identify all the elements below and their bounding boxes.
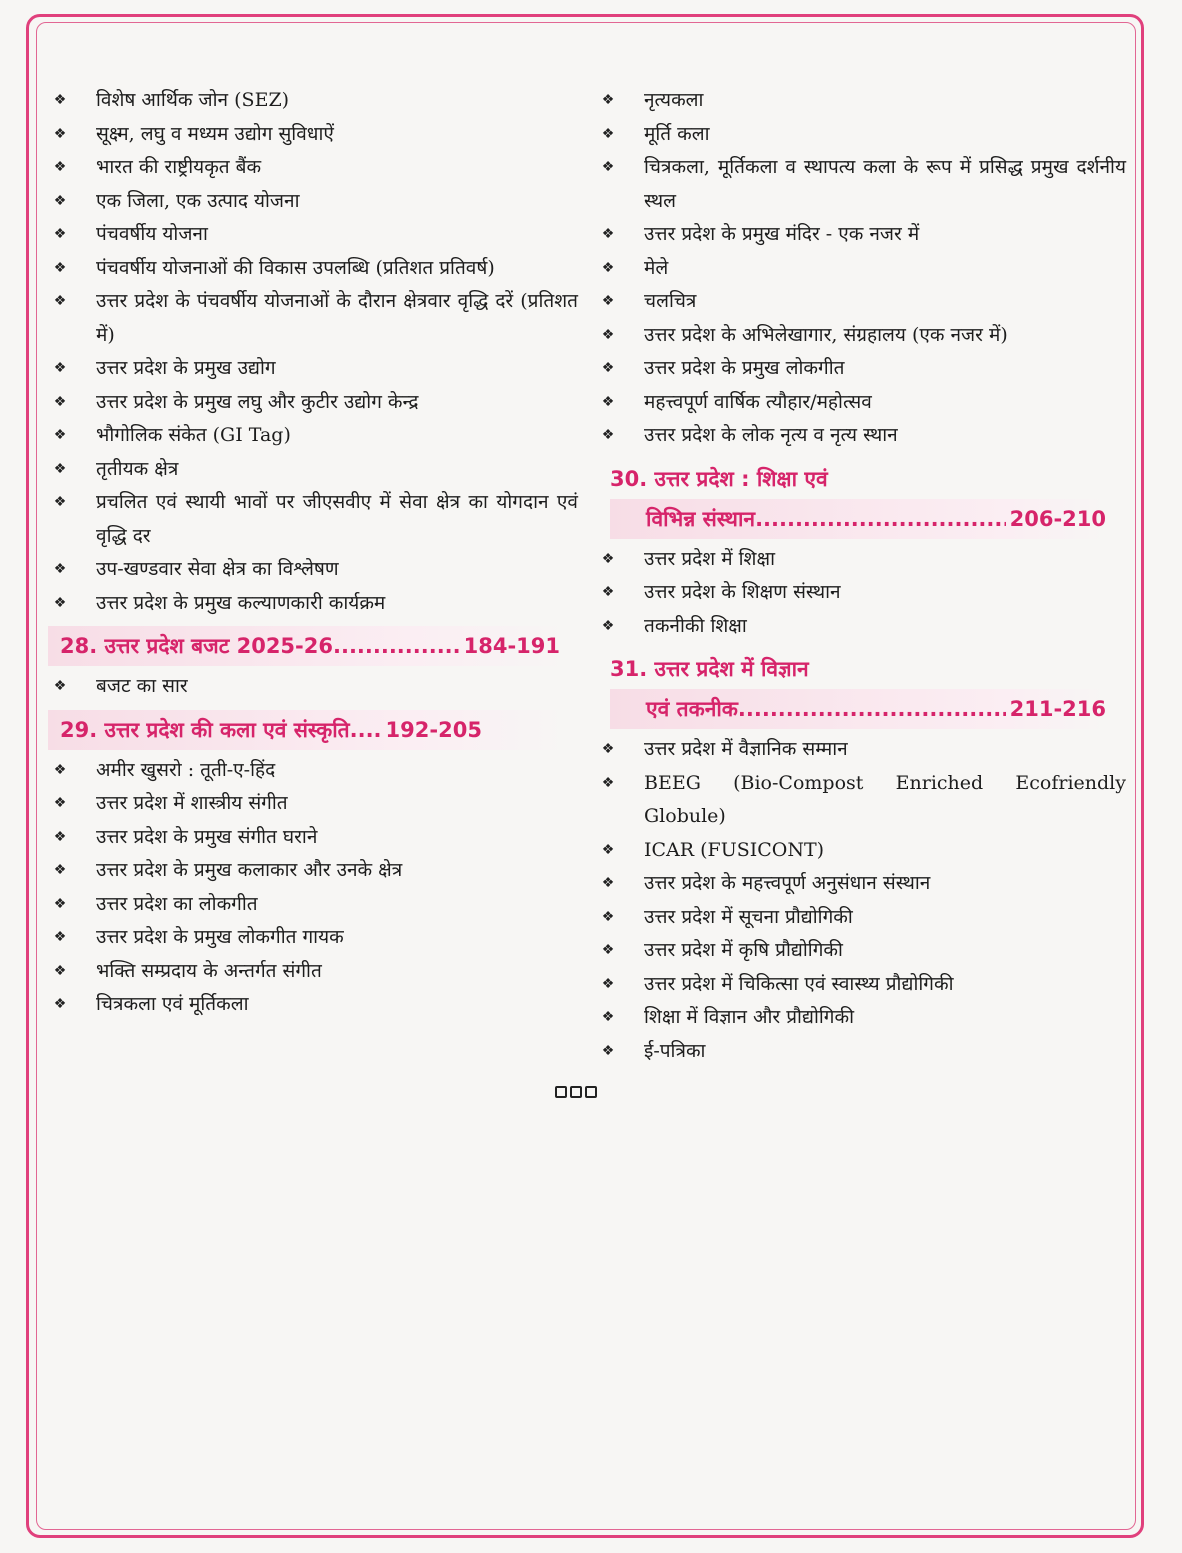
diamond-bullet-icon: ❖: [601, 942, 615, 958]
diamond-bullet-icon: ❖: [601, 741, 615, 757]
list-item[interactable]: [48, 386, 578, 420]
diamond-bullet-icon: ❖: [601, 259, 615, 276]
diamond-bullet-icon: ❖: [53, 795, 67, 811]
list-item[interactable]: [596, 218, 1126, 252]
topic-list: [596, 84, 1126, 453]
list-item[interactable]: [596, 151, 1126, 218]
diamond-bullet-icon: ❖: [601, 360, 615, 376]
list-item[interactable]: [48, 888, 578, 922]
list-item[interactable]: [596, 576, 1126, 610]
page-range: 184-191: [463, 634, 560, 658]
list-item[interactable]: [48, 352, 578, 386]
topic-list: [48, 84, 578, 620]
list-item-text: विशेष आर्थिक जोन (SEZ): [96, 89, 290, 111]
list-item-text: ICAR (FUSICONT): [644, 838, 825, 861]
list-item-text: शिक्षा में विज्ञान और प्रौद्योगिकी: [644, 1006, 854, 1028]
diamond-bullet-icon: ❖: [53, 929, 67, 945]
list-item-text: पंचवर्षीय योजना: [96, 223, 208, 245]
list-item[interactable]: [596, 834, 1126, 868]
list-item-text: प्रचलित एवं स्थायी भावों पर जीएसवीए में सेवा क्षेत्र का योगदान एवं वृद्धि दर: [96, 491, 578, 547]
list-item-text: उत्तर प्रदेश में शास्त्रीय संगीत: [96, 792, 288, 814]
list-item-text: उत्तर प्रदेश के प्रमुख उद्योग: [96, 357, 276, 379]
section-heading-28[interactable]: [48, 626, 568, 666]
diamond-bullet-icon: ❖: [53, 92, 67, 108]
diamond-bullet-icon: ❖: [601, 1009, 615, 1025]
list-item[interactable]: [596, 386, 1126, 420]
list-item-text: ई-पत्रिका: [644, 1039, 706, 1062]
list-item[interactable]: [596, 968, 1126, 1002]
list-item[interactable]: [48, 151, 578, 185]
topic-list: [596, 733, 1126, 1068]
diamond-bullet-icon: ❖: [53, 293, 67, 309]
left-column: [48, 84, 578, 1022]
section-heading-30[interactable]: [596, 459, 1126, 539]
page-range: 206-210: [1009, 506, 1106, 531]
leader-dots: [755, 499, 1006, 539]
list-item[interactable]: [596, 352, 1126, 386]
diamond-bullet-icon: ❖: [53, 192, 67, 209]
list-item-text: उत्तर प्रदेश के प्रमुख लोकगीत: [644, 357, 845, 379]
page-range: 211-216: [1009, 697, 1106, 721]
list-item-text: उत्तर प्रदेश के पंचवर्षीय योजनाओं के दौरान क्षेत्रवार वृद्धि दरें (प्रतिशत में): [96, 290, 578, 346]
diamond-bullet-icon: ❖: [53, 125, 67, 142]
list-item-text: नृत्यकला: [644, 89, 704, 111]
leader-dots: ....: [349, 717, 382, 742]
list-item[interactable]: [48, 419, 578, 453]
diamond-bullet-icon: ❖: [53, 895, 67, 912]
diamond-bullet-icon: ❖: [53, 561, 67, 577]
diamond-bullet-icon: ❖: [601, 1042, 615, 1059]
page-range: 192-205: [385, 717, 482, 742]
list-item-text: उत्तर प्रदेश के प्रमुख कलाकार और उनके क्षेत्र: [96, 859, 403, 881]
list-item-text: उत्तर प्रदेश में कृषि प्रौद्योगिकी: [644, 939, 843, 961]
list-item[interactable]: [48, 955, 578, 989]
list-item-text: उत्तर प्रदेश में चिकित्सा एवं स्वास्थ्य प्रौद्योगिकी: [644, 972, 954, 995]
list-item-text: उत्तर प्रदेश का लोकगीत: [96, 892, 258, 915]
diamond-bullet-icon: ❖: [53, 427, 67, 443]
list-item[interactable]: [596, 1035, 1126, 1069]
list-item[interactable]: [596, 767, 1126, 834]
list-item-text: मूर्ति कला: [644, 122, 710, 145]
list-item[interactable]: [596, 319, 1126, 353]
section-title-line2: एवं तकनीक: [646, 697, 738, 721]
list-item-text: चलचित्र: [644, 290, 697, 312]
list-item[interactable]: [48, 921, 578, 955]
topic-list: [48, 670, 578, 704]
diamond-bullet-icon: ❖: [53, 159, 67, 175]
list-item[interactable]: [48, 185, 578, 219]
list-item[interactable]: [596, 610, 1126, 644]
list-item[interactable]: [48, 553, 578, 587]
diamond-bullet-icon: ❖: [601, 875, 615, 891]
list-item[interactable]: [48, 218, 578, 252]
list-item-text: चित्रकला एवं मूर्तिकला: [96, 993, 249, 1015]
section-title: 28. उत्तर प्रदेश बजट 2025-26: [60, 634, 333, 658]
section-heading-31[interactable]: [596, 649, 1126, 729]
list-item[interactable]: [596, 252, 1126, 286]
diamond-bullet-icon: ❖: [601, 550, 615, 567]
diamond-bullet-icon: ❖: [53, 259, 67, 276]
list-item-text: उत्तर प्रदेश के प्रमुख मंदिर - एक नजर में: [644, 223, 920, 245]
list-item[interactable]: [48, 988, 578, 1022]
list-item[interactable]: [48, 285, 578, 352]
diamond-bullet-icon: ❖: [53, 393, 67, 410]
list-item-text: बजट का सार: [96, 675, 188, 697]
list-item-text: उत्तर प्रदेश के अभिलेखागार, संग्रहालय (एक नजर में): [644, 323, 1008, 346]
list-item-text: महत्त्वपूर्ण वार्षिक त्यौहार/महोत्सव: [644, 390, 872, 413]
list-item-text: भौगोलिक संकेत (GI Tag): [96, 424, 291, 446]
list-item[interactable]: [48, 84, 578, 118]
box-icon: [555, 1086, 567, 1098]
list-item-text: उत्तर प्रदेश में वैज्ञानिक सम्मान: [644, 738, 848, 760]
diamond-bullet-icon: ❖: [601, 293, 615, 309]
list-item[interactable]: [596, 84, 1126, 118]
diamond-bullet-icon: ❖: [601, 617, 615, 634]
list-item[interactable]: [596, 867, 1126, 901]
diamond-bullet-icon: ❖: [53, 962, 67, 979]
box-icon: [570, 1086, 582, 1098]
diamond-bullet-icon: ❖: [601, 226, 615, 242]
list-item[interactable]: [596, 543, 1126, 577]
list-item-text: तकनीकी शिक्षा: [644, 614, 747, 637]
list-item-text: भारत की राष्ट्रीयकृत बैंक: [96, 156, 262, 178]
list-item-text: अमीर खुसरो : तूती-ए-हिंद: [96, 758, 276, 781]
diamond-bullet-icon: ❖: [601, 427, 615, 443]
list-item-text: उत्तर प्रदेश के प्रमुख कल्याणकारी कार्यक्रम: [96, 591, 386, 614]
list-item[interactable]: [48, 587, 578, 621]
list-item[interactable]: [596, 285, 1126, 319]
diamond-bullet-icon: ❖: [53, 761, 67, 778]
section-heading-29[interactable]: [48, 710, 568, 750]
list-item-text: उत्तर प्रदेश के प्रमुख लोकगीत गायक: [96, 926, 344, 948]
diamond-bullet-icon: ❖: [601, 326, 615, 343]
list-item[interactable]: [48, 787, 578, 821]
section-title-line2: विभिन्न संस्थान: [646, 506, 756, 531]
list-item-text: तृतीयक क्षेत्र: [96, 457, 179, 480]
list-item-text: उत्तर प्रदेश के प्रमुख लघु और कुटीर उद्योग केन्द्र: [96, 390, 419, 413]
diamond-bullet-icon: ❖: [601, 92, 615, 108]
right-column: [596, 84, 1126, 1068]
list-item-text: एक जिला, एक उत्पाद योजना: [96, 189, 300, 212]
list-item[interactable]: [596, 934, 1126, 968]
diamond-bullet-icon: ❖: [53, 360, 67, 376]
list-item[interactable]: [48, 754, 578, 788]
diamond-bullet-icon: ❖: [601, 393, 615, 410]
list-item-text: उत्तर प्रदेश में सूचना प्रौद्योगिकी: [644, 905, 853, 928]
list-item-text: BEEG (Bio-Compost Enriched Ecofriendly Globule): [644, 771, 1126, 827]
section-title: 29. उत्तर प्रदेश की कला एवं संस्कृति: [60, 717, 350, 742]
diamond-bullet-icon: ❖: [601, 908, 615, 925]
list-item[interactable]: [48, 453, 578, 487]
topic-list: [596, 543, 1126, 644]
diamond-bullet-icon: ❖: [601, 841, 615, 858]
list-item[interactable]: [48, 252, 578, 286]
list-item[interactable]: [596, 1001, 1126, 1035]
diamond-bullet-icon: ❖: [53, 226, 67, 242]
diamond-bullet-icon: ❖: [53, 862, 67, 878]
topic-list: [48, 754, 578, 1022]
list-item[interactable]: [596, 733, 1126, 767]
diamond-bullet-icon: ❖: [601, 584, 615, 600]
list-item-text: उत्तर प्रदेश के प्रमुख संगीत घराने: [96, 825, 318, 848]
leader-dots: [738, 689, 1006, 729]
diamond-bullet-icon: ❖: [53, 678, 67, 694]
list-item-text: उत्तर प्रदेश के शिक्षण संस्थान: [644, 581, 841, 603]
list-item-text: चित्रकला, मूर्तिकला व स्थापत्य कला के रूप में प्रसिद्ध प्रमुख दर्शनीय स्थल: [644, 156, 1126, 212]
diamond-bullet-icon: ❖: [601, 774, 615, 791]
diamond-bullet-icon: ❖: [601, 125, 615, 142]
list-item[interactable]: [596, 118, 1126, 152]
box-icon: [585, 1086, 597, 1098]
list-item[interactable]: [48, 486, 578, 553]
section-title-line1: 31. उत्तर प्रदेश में विज्ञान: [610, 657, 809, 681]
list-item-text: उत्तर प्रदेश के महत्त्वपूर्ण अनुसंधान संस्थान: [644, 872, 931, 894]
diamond-bullet-icon: ❖: [53, 828, 67, 845]
diamond-bullet-icon: ❖: [601, 975, 615, 992]
list-item-text: उत्तर प्रदेश के लोक नृत्य व नृत्य स्थान: [644, 424, 898, 446]
diamond-bullet-icon: ❖: [53, 594, 67, 611]
leader-dots: [333, 626, 460, 666]
list-item-text: मेले: [644, 256, 669, 279]
diamond-bullet-icon: ❖: [53, 996, 67, 1012]
list-item[interactable]: [48, 670, 578, 704]
list-item-text: भक्ति सम्प्रदाय के अन्तर्गत संगीत: [96, 959, 322, 982]
list-item-text: उप-खण्डवार सेवा क्षेत्र का विश्लेषण: [96, 558, 339, 580]
list-item[interactable]: [596, 419, 1126, 453]
list-item-text: सूक्ष्म, लघु व मध्यम उद्योग सुविधाऐं: [96, 122, 334, 145]
diamond-bullet-icon: ❖: [53, 460, 67, 477]
list-item-text: उत्तर प्रदेश में शिक्षा: [644, 547, 775, 570]
list-item[interactable]: [48, 118, 578, 152]
list-item-text: पंचवर्षीय योजनाओं की विकास उपलब्धि (प्रतिशत प्रतिवर्ष): [96, 256, 495, 279]
end-of-section-mark: [555, 1086, 597, 1098]
section-title-line1: 30. उत्तर प्रदेश : शिक्षा एवं: [610, 466, 828, 491]
diamond-bullet-icon: ❖: [53, 494, 67, 510]
list-item[interactable]: [48, 821, 578, 855]
list-item[interactable]: [48, 854, 578, 888]
diamond-bullet-icon: ❖: [601, 159, 615, 175]
list-item[interactable]: [596, 901, 1126, 935]
